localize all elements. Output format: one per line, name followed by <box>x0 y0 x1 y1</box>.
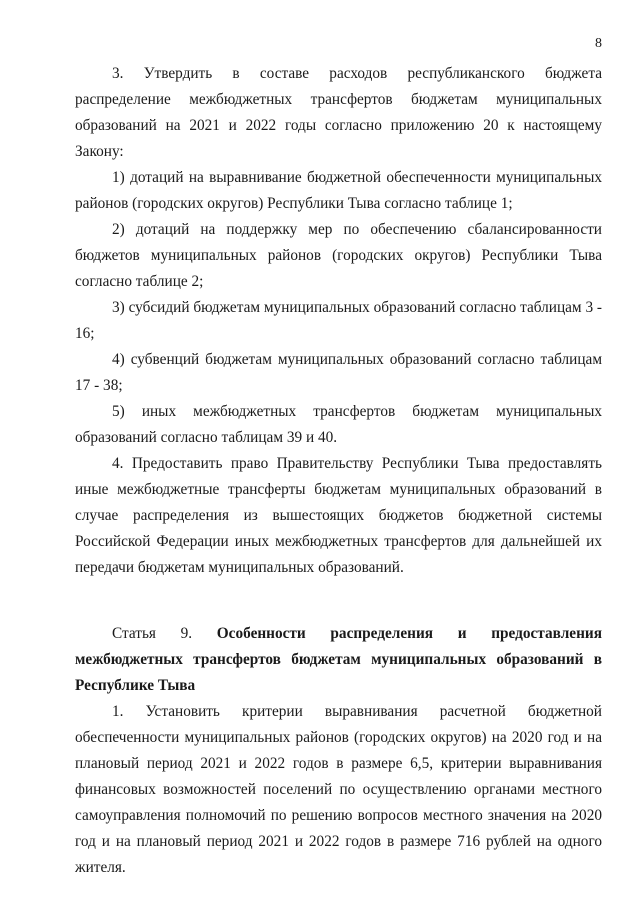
article-heading <box>75 621 602 699</box>
list-item-3: 3) субсидий бюджетам муниципальных образований согласно таблицам 3 - 16; <box>75 299 603 342</box>
page-number: 8 <box>595 36 602 51</box>
list-item-5: 5) иных межбюджетных трансфертов бюджетам муниципальных образований согласно таблицам 39 и 40. <box>75 403 602 446</box>
list-item-4: 4) субвенций бюджетам муниципальных образований согласно таблицам 17 - 38; <box>75 351 602 394</box>
list-item-1: 1) дотаций на выравнивание бюджетной обеспеченности муниципальных районов (городских округов) Республики Тыва согласно таблице 1; <box>75 169 602 212</box>
document-body <box>75 61 602 881</box>
paragraph-3: 3. Утвердить в составе расходов республиканского бюджета распределение межбюджетных трансфертов бюджетам муниципальных образований на 2021 и 2022 годы согласно приложению 20 к настоящему Закону: <box>75 65 602 160</box>
paragraph-4: 4. Предоставить право Правительству Республики Тыва предоставлять иные межбюджетные трансферты бюджетам муниципальных образований в случае распределения из вышестоящих бюджетов бюджетной системы Российской Федерации иных межбюджетных трансфертов для дальнейшей их передачи бюджетам муниципальных образований. <box>75 455 602 576</box>
section-gap <box>75 581 602 621</box>
list-item-2: 2) дотаций на поддержку мер по обеспечению сбалансированности бюджетов муниципальных районов (городских округов) Республики Тыва согласно таблице 2; <box>75 221 602 290</box>
article-title: Особенности распределения и предоставления межбюджетных трансфертов бюджетам муниципальных образований в Республике Тыва <box>75 625 602 694</box>
article-paragraph-1: 1. Установить критерии выравнивания расчетной бюджетной обеспеченности муниципальных районов (городских округов) на 2020 год и на плановый период 2021 и 2022 годов в размере 6,5, критерии выравнивания финансовых возможностей поселений по осуществлению органами местного самоуправления полномочий по решению вопросов местного значения на 2020 год и на плановый период 2021 и 2022 годов в размере 716 рублей на одного жителя. <box>75 703 602 876</box>
article-label: Статья 9. <box>112 625 193 642</box>
